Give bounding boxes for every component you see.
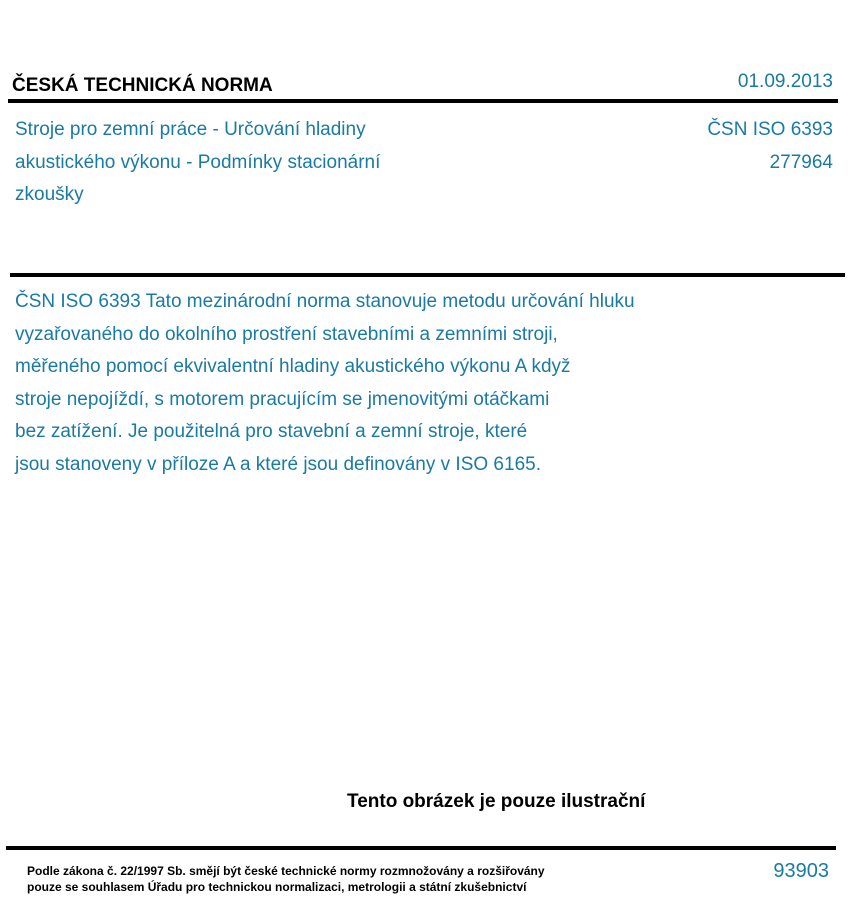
illustration-note: Tento obrázek je pouze ilustrační <box>347 791 646 812</box>
publication-date: 01.09.2013 <box>737 71 833 92</box>
section-divider <box>10 273 845 277</box>
standard-abstract: ČSN ISO 6393 Tato mezinárodní norma stanovuje metodu určování hluku vyzařovaného do okolního prostření stavebními a zemními stroji, měřeného pomocí ekvivalentní hladiny akustického výkonu A když stroje nepojíždí, s motorem pracujícím se jmenovitými otáčkami bez zatížení. Je použitelná pro stavební a zemní stroje, které jsou stanoveny v příloze A a které jsou definovány v ISO 6165. <box>15 291 635 475</box>
header-divider <box>8 99 838 103</box>
footer-divider <box>6 846 836 850</box>
standard-id: ČSN ISO 6393 <box>707 119 833 140</box>
catalog-number: 277964 <box>769 151 833 173</box>
standard-title: Stroje pro zemní práce - Určování hladiny akustického výkonu - Podmínky stacionární zkoušky <box>15 119 381 205</box>
footer-code: 93903 <box>773 860 829 882</box>
document-type-heading: ČESKÁ TECHNICKÁ NORMA <box>12 75 273 96</box>
standard-meta <box>707 114 833 179</box>
legal-notice: Podle zákona č. 22/1997 Sb. smějí být české technické normy rozmnožovány a rozšiřovány pouze se souhlasem Úřadu pro technickou normalizaci, metrologii a státní zkušebnictví <box>27 864 545 894</box>
